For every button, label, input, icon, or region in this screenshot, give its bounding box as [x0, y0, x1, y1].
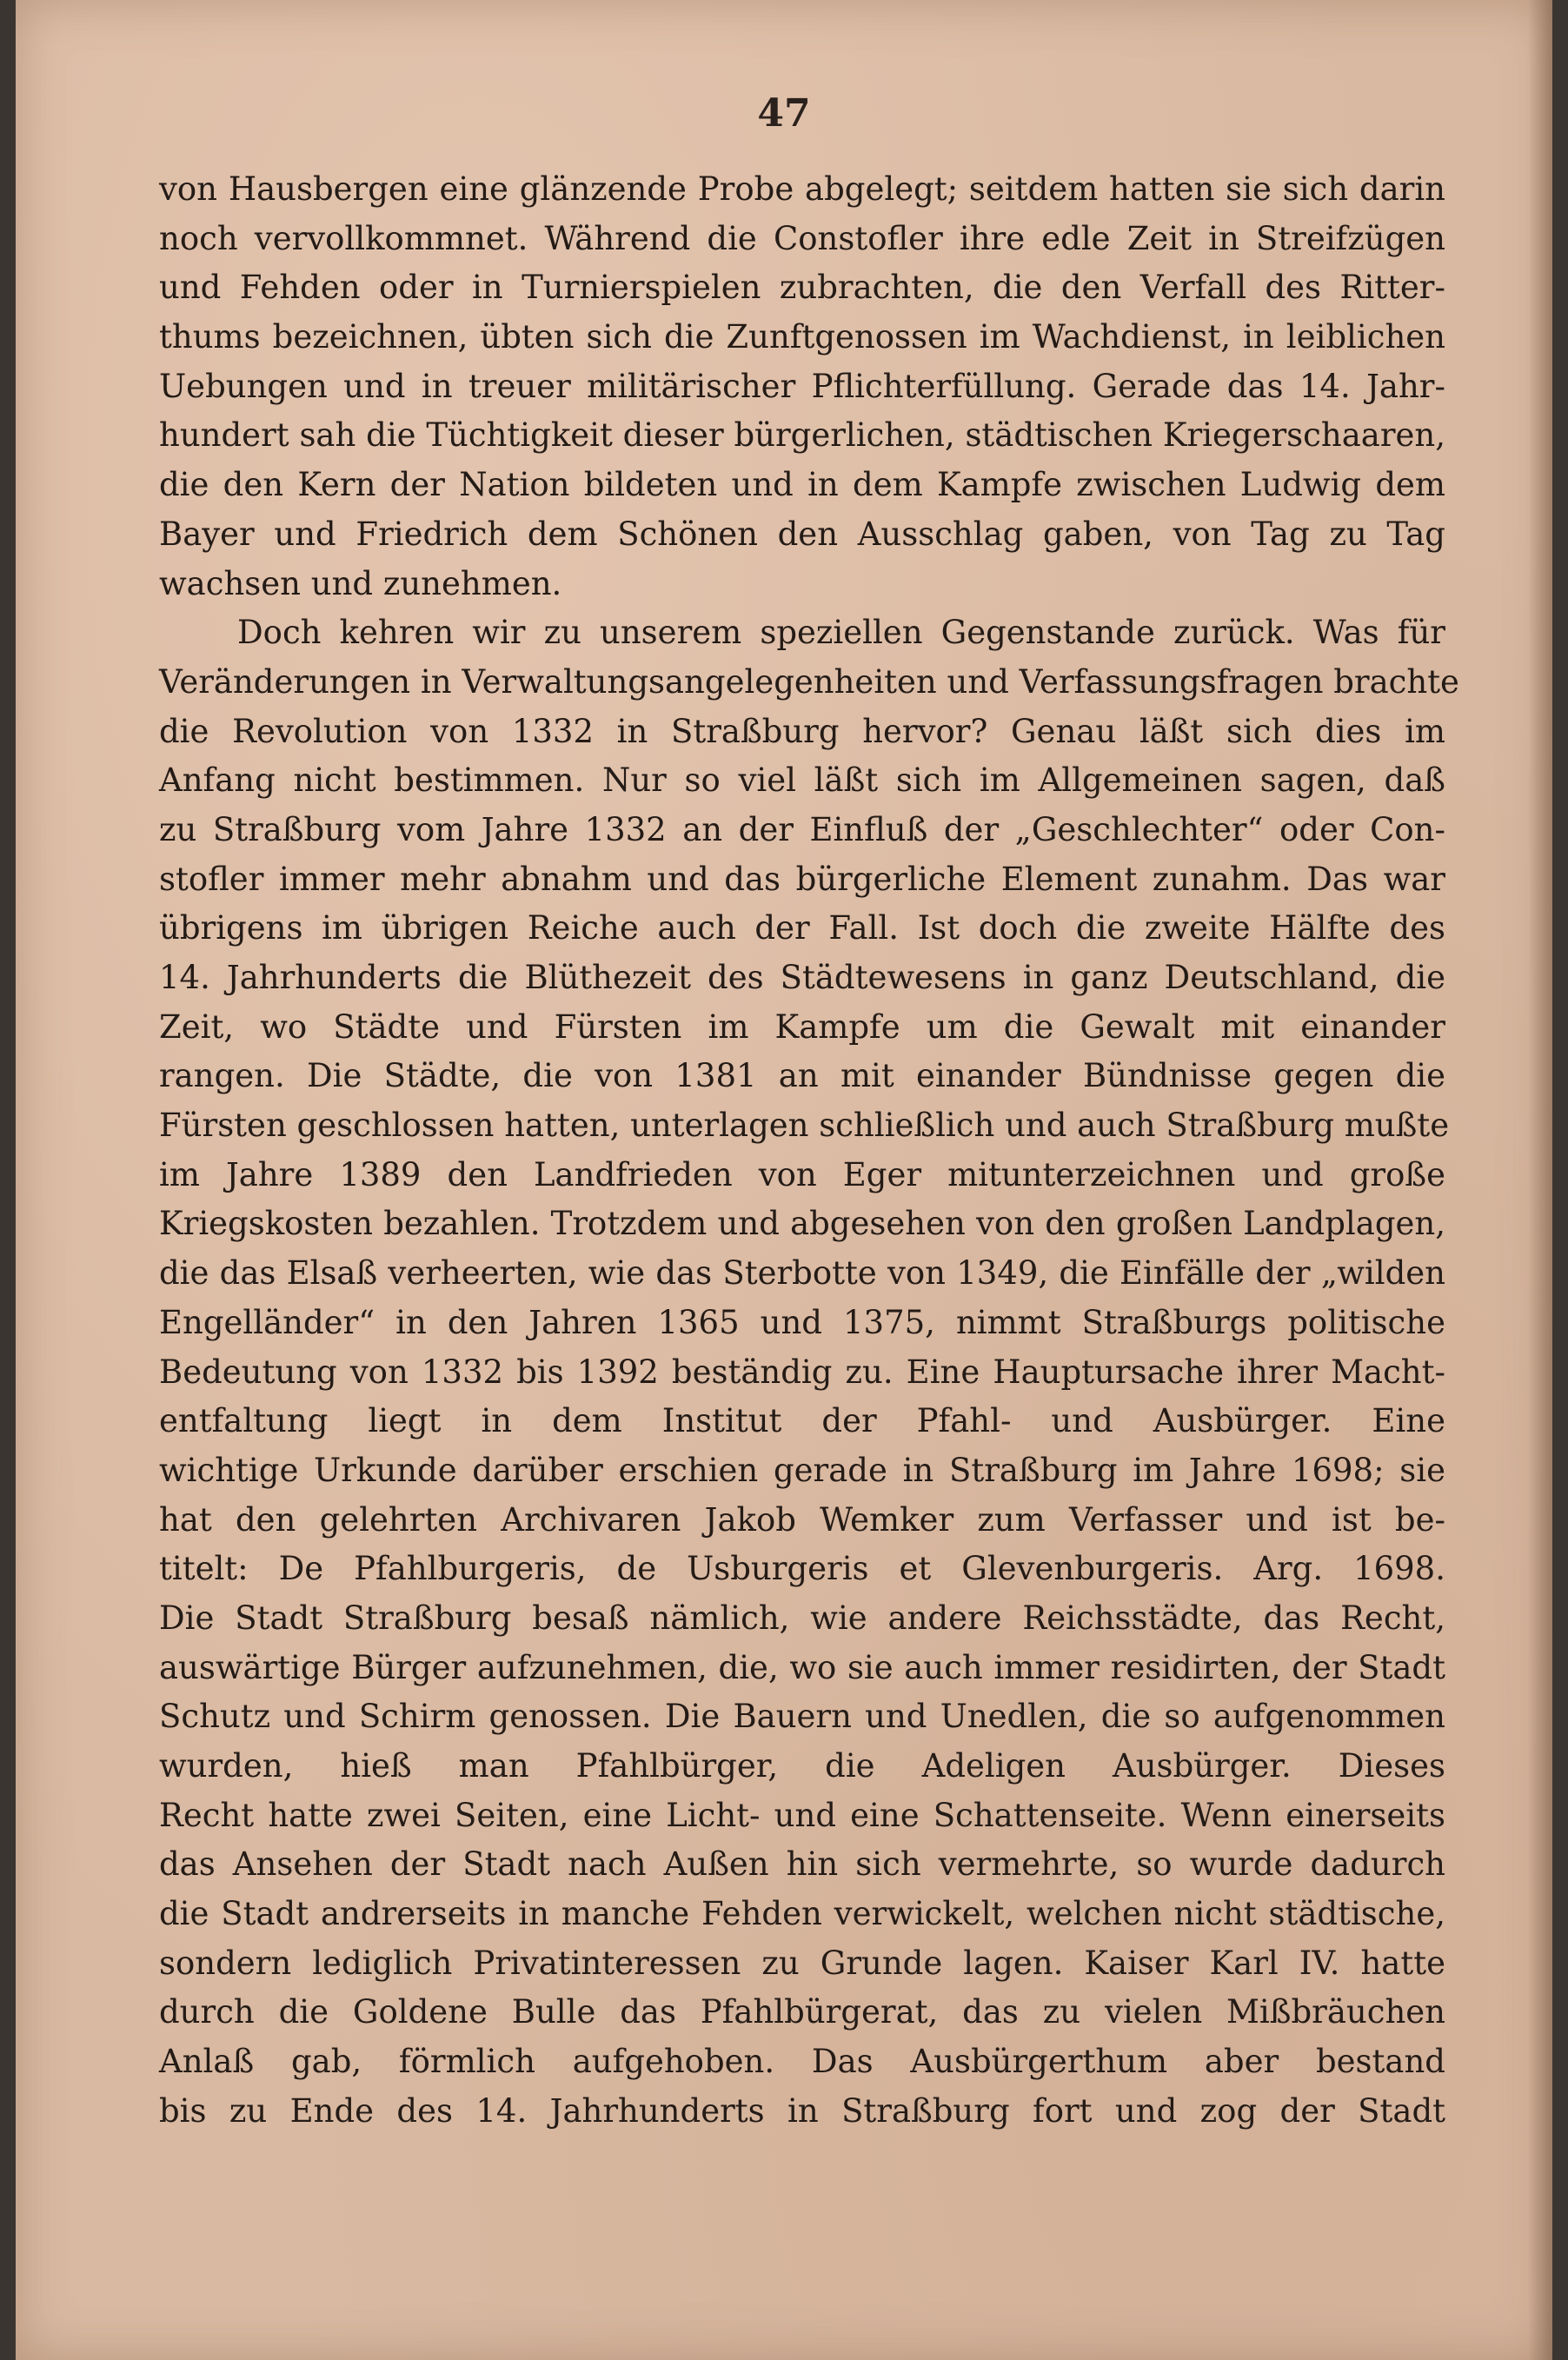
text-line: die Stadt andrerseits in manche Fehden verwickelt, welchen nicht städtische, — [159, 1895, 1445, 1933]
book-page — [16, 0, 1552, 2360]
text-line: Recht hatte zwei Seiten, eine Licht- und eine Schattenseite. Wenn einerseits — [159, 1796, 1445, 1834]
text-line: wichtige Urkunde darüber erschien gerade in Straßburg im Jahre 1698; sie — [159, 1451, 1445, 1489]
page-edge-shadow — [1528, 0, 1552, 2360]
text-line: die Revolution von 1332 in Straßburg hervor? Genau läßt sich dies im — [159, 712, 1445, 750]
text-line: zu Straßburg vom Jahre 1332 an der Einfluß der „Geschlechter“ oder Con- — [159, 810, 1445, 848]
body-text — [159, 165, 1459, 2137]
text-line: hat den gelehrten Archivaren Jakob Wemker zum Verfasser und ist be- — [159, 1500, 1445, 1539]
text-line: das Ansehen der Stadt nach Außen hin sich vermehrte, so wurde dadurch — [159, 1845, 1445, 1884]
text-line: Veränderungen in Verwaltungsangelegenheiten und Verfassungsfragen brachte — [159, 662, 1459, 701]
text-line: von Hausbergen eine glänzende Probe abgelegt; seitdem hatten sie sich darin — [159, 170, 1445, 208]
text-line: Kriegskosten bezahlen. Trotzdem und abgesehen von den großen Landplagen, — [159, 1205, 1445, 1243]
text-line: Engelländer“ in den Jahren 1365 und 1375, nimmt Straßburgs politische — [159, 1303, 1445, 1341]
text-line: die das Elsaß verheerten, wie das Sterbotte von 1349, die Einfälle der „wilden — [159, 1254, 1445, 1293]
text-line: hundert sah die Tüchtigkeit dieser bürgerlichen, städtischen Kriegerschaaren, — [159, 416, 1445, 455]
text-line: Schutz und Schirm genossen. Die Bauern und Unedlen, die so aufgenommen — [159, 1698, 1445, 1736]
text-line: wachsen und zunehmen. — [159, 564, 562, 602]
text-line: stofler immer mehr abnahm und das bürgerliche Element zunahm. Das war — [159, 860, 1445, 898]
text-line: noch vervollkommnet. Während die Constofler ihre edle Zeit in Streifzügen — [159, 219, 1445, 257]
text-line: übrigens im übrigen Reiche auch der Fall. Ist doch die zweite Hälfte des — [159, 909, 1445, 947]
text-line: entfaltung liegt in dem Institut der Pfahl- und Ausbürger. Eine — [159, 1402, 1445, 1440]
text-line: Zeit, wo Städte und Fürsten im Kampfe um die Gewalt mit einander — [159, 1007, 1445, 1046]
text-line: Bayer und Friedrich dem Schönen den Ausschlag gaben, von Tag zu Tag — [159, 515, 1445, 553]
text-line: thums bezeichnen, übten sich die Zunftgenossen im Wachdienst, in leiblichen — [159, 318, 1445, 356]
text-line: Uebungen und in treuer militärischer Pflichterfüllung. Gerade das 14. Jahr- — [159, 367, 1445, 405]
text-line: Bedeutung von 1332 bis 1392 beständig zu. Eine Hauptursache ihrer Macht- — [159, 1353, 1445, 1391]
text-line: durch die Goldene Bulle das Pfahlbürgerat, das zu vielen Mißbräuchen — [159, 1993, 1445, 2031]
text-line: auswärtige Bürger aufzunehmen, die, wo sie auch immer residirten, der Stadt — [159, 1648, 1445, 1686]
page-number: 47 — [757, 91, 811, 136]
text-line: wurden, hieß man Pfahlbürger, die Adeligen Ausbürger. Dieses — [159, 1747, 1445, 1785]
text-line: bis zu Ende des 14. Jahrhunderts in Straßburg fort und zog der Stadt — [159, 2091, 1445, 2130]
text-line: Doch kehren wir zu unserem speziellen Gegenstande zurück. Was für — [237, 614, 1445, 652]
text-line: 14. Jahrhunderts die Blüthezeit des Städtewesens in ganz Deutschland, die — [159, 959, 1445, 996]
text-line: sondern lediglich Privatinteressen zu Grunde lagen. Kaiser Karl IV. hatte — [159, 1944, 1445, 1982]
text-line: rangen. Die Städte, die von 1381 an mit einander Bündnisse gegen die — [159, 1057, 1445, 1095]
text-line: und Fehden oder in Turnierspielen zubrachten, die den Verfall des Ritter- — [159, 269, 1445, 307]
text-line: Die Stadt Straßburg besaß nämlich, wie andere Reichsstädte, das Recht, — [159, 1599, 1445, 1637]
text-line: im Jahre 1389 den Landfrieden von Eger mitunterzeichnen und große — [159, 1155, 1445, 1193]
text-line: titelt: De Pfahlburgeris, de Usburgeris et Glevenburgeris. Arg. 1698. — [159, 1550, 1445, 1588]
text-line: die den Kern der Nation bildeten und in dem Kampfe zwischen Ludwig dem — [159, 466, 1445, 504]
text-line: Anlaß gab, förmlich aufgehoben. Das Ausbürgerthum aber bestand — [159, 2043, 1445, 2081]
text-line: Fürsten geschlossen hatten, unterlagen schließlich und auch Straßburg mußte — [159, 1107, 1450, 1145]
text-line: Anfang nicht bestimmen. Nur so viel läßt sich im Allgemeinen sagen, daß — [159, 761, 1445, 800]
